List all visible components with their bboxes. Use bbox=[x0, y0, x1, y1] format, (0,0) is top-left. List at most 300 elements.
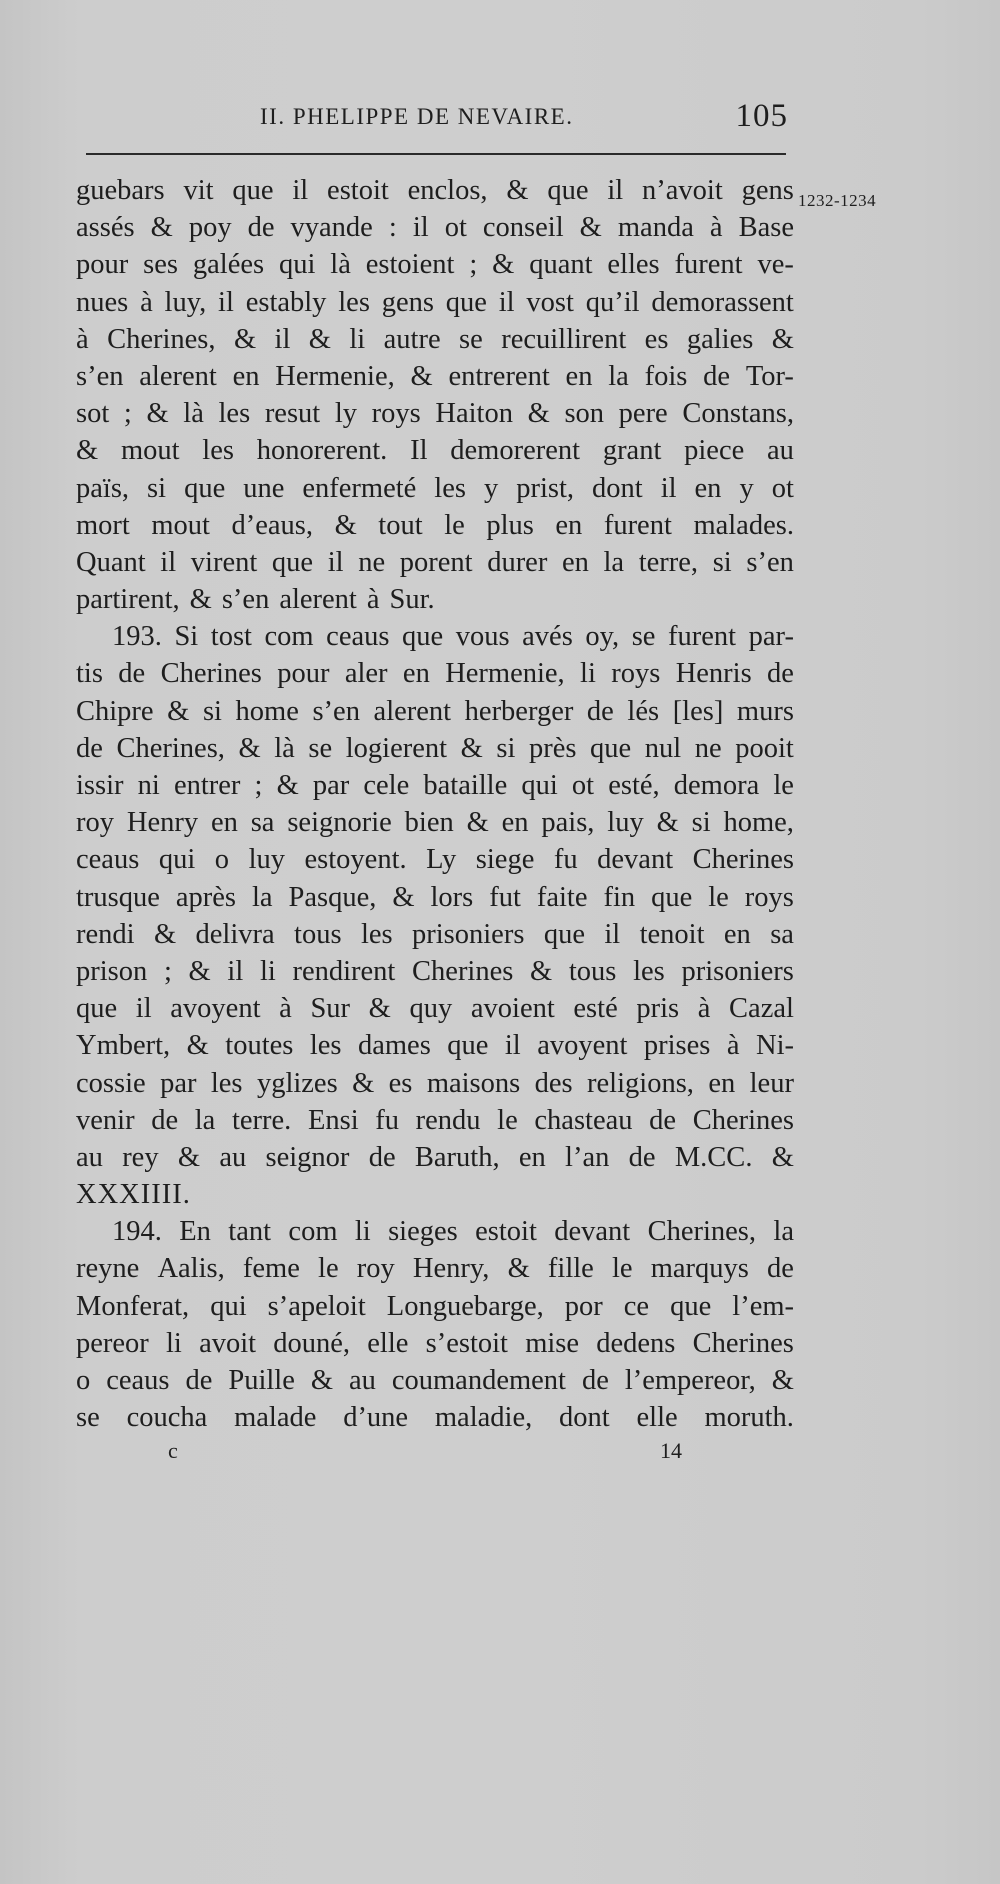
word: tost bbox=[210, 621, 252, 653]
running-title: II. PHELIPPE DE NEVAIRE. bbox=[260, 104, 574, 129]
word: la bbox=[251, 881, 273, 913]
word: ce bbox=[623, 1290, 650, 1322]
word: avoient bbox=[470, 993, 555, 1025]
word: roy bbox=[356, 1253, 395, 1285]
word: le bbox=[318, 1253, 339, 1285]
word: & bbox=[771, 1141, 794, 1173]
word: se bbox=[459, 323, 483, 355]
word: prisoniers bbox=[412, 918, 525, 950]
word: bien bbox=[404, 807, 454, 839]
word: Ensi bbox=[307, 1104, 359, 1136]
paragraph-193-start bbox=[76, 621, 794, 658]
word: de bbox=[649, 1104, 677, 1136]
word: la bbox=[608, 360, 629, 392]
word: & bbox=[308, 323, 331, 355]
word: enclos, bbox=[407, 175, 488, 206]
word: & bbox=[276, 770, 299, 801]
word: & bbox=[771, 1365, 794, 1396]
word: grant bbox=[602, 435, 662, 467]
word: & bbox=[466, 807, 489, 839]
word: s’en bbox=[746, 546, 794, 578]
word: tout bbox=[378, 509, 423, 541]
word: o bbox=[76, 1365, 91, 1396]
word: Cherines bbox=[692, 1104, 794, 1136]
word: il bbox=[412, 212, 429, 244]
word: le bbox=[773, 770, 794, 801]
word: Ymbert, bbox=[76, 1030, 171, 1062]
word: s’apeloit bbox=[267, 1290, 366, 1322]
text-line bbox=[76, 361, 794, 398]
word: li bbox=[354, 1216, 371, 1248]
word: pereor bbox=[76, 1327, 149, 1359]
word: pour bbox=[76, 249, 129, 281]
word: ot bbox=[444, 212, 467, 244]
word: il bbox=[292, 175, 309, 206]
word: il bbox=[498, 286, 515, 318]
signature-mark: c bbox=[168, 1438, 178, 1463]
word: & bbox=[368, 993, 391, 1025]
word: & bbox=[352, 1067, 375, 1099]
running-head bbox=[78, 98, 788, 138]
word: marquys bbox=[650, 1253, 749, 1285]
word: qui bbox=[278, 249, 316, 281]
word: sa bbox=[250, 807, 275, 839]
word: & bbox=[233, 323, 257, 355]
word: il bbox=[274, 323, 291, 355]
word: elle bbox=[636, 1402, 678, 1434]
word: malade bbox=[234, 1402, 317, 1434]
word: issir bbox=[76, 770, 124, 801]
word: que bbox=[543, 918, 585, 950]
word: autre bbox=[383, 323, 441, 355]
word: qui bbox=[521, 770, 558, 801]
word: ve- bbox=[757, 249, 794, 281]
word: de bbox=[76, 732, 103, 764]
word: de bbox=[628, 1141, 656, 1173]
text-line bbox=[76, 844, 794, 881]
word: au bbox=[76, 1141, 103, 1173]
word: luy bbox=[607, 807, 644, 839]
word: furent bbox=[603, 509, 672, 541]
word: l’em- bbox=[732, 1290, 794, 1322]
word: durer bbox=[487, 546, 548, 578]
word: piece bbox=[684, 435, 745, 467]
word: en bbox=[518, 1141, 546, 1173]
word: mise bbox=[525, 1327, 580, 1359]
word: de bbox=[151, 1104, 179, 1136]
word: plus bbox=[486, 509, 534, 541]
word: quant bbox=[529, 249, 593, 281]
word: siege bbox=[475, 844, 535, 876]
word: que bbox=[184, 472, 226, 504]
text-line bbox=[76, 1142, 794, 1179]
word: les bbox=[210, 1067, 243, 1099]
word: qui bbox=[158, 844, 196, 876]
word: oy, bbox=[585, 621, 620, 653]
word: Puille bbox=[228, 1365, 295, 1396]
word: en bbox=[555, 509, 583, 541]
word: leur bbox=[749, 1067, 794, 1099]
word: Cazal bbox=[729, 993, 794, 1025]
word: si bbox=[712, 546, 732, 578]
word: reyne bbox=[76, 1253, 140, 1285]
word: & bbox=[177, 1141, 201, 1173]
text-line bbox=[76, 249, 794, 286]
text-line bbox=[76, 919, 794, 956]
word: s’en bbox=[221, 584, 270, 616]
word: & bbox=[186, 1030, 209, 1062]
word: de bbox=[185, 1365, 213, 1396]
word: il bbox=[135, 993, 152, 1025]
word: que bbox=[402, 621, 444, 653]
word: [les] bbox=[672, 695, 724, 727]
word: par bbox=[312, 770, 350, 801]
word: recuillirent bbox=[501, 323, 627, 355]
word: faite bbox=[536, 881, 588, 913]
word: toutes bbox=[225, 1030, 294, 1062]
word: venir bbox=[76, 1104, 135, 1136]
word: alerent bbox=[373, 695, 452, 727]
word: il bbox=[218, 286, 234, 318]
margin-date-note: 1232-1234 bbox=[798, 191, 877, 210]
word: yglizes bbox=[256, 1067, 338, 1099]
word: là bbox=[274, 732, 295, 764]
word: resut bbox=[264, 398, 321, 430]
word: avoyent bbox=[170, 993, 261, 1025]
body-text bbox=[76, 175, 794, 1439]
word: Ly bbox=[426, 844, 457, 876]
word: en bbox=[694, 472, 722, 504]
word: par bbox=[160, 1067, 197, 1099]
word: estoyent. bbox=[304, 844, 407, 876]
word: Baruth, bbox=[414, 1141, 500, 1173]
word: Cherines bbox=[692, 1327, 794, 1359]
word: avoyent bbox=[537, 1030, 628, 1062]
text-line bbox=[76, 993, 794, 1030]
word: pais, bbox=[541, 807, 595, 839]
word: au bbox=[219, 1141, 247, 1173]
word: gens bbox=[381, 286, 434, 318]
word: y bbox=[739, 472, 754, 504]
word: com bbox=[288, 1216, 338, 1248]
word: Tor- bbox=[745, 360, 794, 392]
word: Henris bbox=[675, 658, 752, 690]
word: prist, bbox=[516, 472, 575, 504]
word: estably bbox=[245, 286, 327, 318]
word: ly bbox=[334, 398, 358, 430]
word: tis bbox=[76, 658, 103, 690]
word: les bbox=[309, 1030, 342, 1062]
word: ; bbox=[254, 770, 263, 801]
word: rey bbox=[122, 1141, 159, 1173]
word: virent bbox=[190, 546, 258, 578]
word: vit bbox=[183, 175, 214, 206]
word: il bbox=[227, 955, 244, 987]
word: des bbox=[534, 1067, 573, 1099]
word: mout bbox=[120, 435, 180, 467]
word: que bbox=[651, 881, 693, 913]
word: de bbox=[118, 658, 146, 690]
word: devant bbox=[597, 844, 674, 876]
word: en bbox=[210, 807, 238, 839]
word: à bbox=[366, 584, 380, 616]
word: seignorie bbox=[287, 807, 392, 839]
word: l’an bbox=[565, 1141, 610, 1173]
word: trusque bbox=[76, 881, 160, 913]
word: chasteau bbox=[534, 1104, 633, 1136]
text-line bbox=[76, 1365, 794, 1402]
word: & bbox=[189, 584, 212, 616]
word: se bbox=[76, 1402, 100, 1434]
word: galies bbox=[686, 323, 754, 355]
word: maladie, bbox=[434, 1402, 533, 1434]
text-line bbox=[76, 212, 794, 249]
word: son bbox=[564, 398, 605, 430]
word: en bbox=[232, 360, 260, 392]
word: lors bbox=[430, 881, 474, 913]
word: esté, bbox=[608, 770, 660, 801]
word: & bbox=[410, 360, 433, 392]
word: n’avoit bbox=[642, 175, 723, 206]
word: que bbox=[76, 993, 118, 1025]
word: terre, bbox=[638, 546, 699, 578]
word: Cherines, bbox=[107, 323, 216, 355]
word: coumandement bbox=[391, 1365, 566, 1396]
word: galées bbox=[192, 249, 265, 281]
word: conseil bbox=[482, 212, 564, 244]
word: Constans, bbox=[682, 398, 794, 430]
word: les bbox=[218, 398, 251, 430]
word: d’eaus, bbox=[231, 509, 314, 541]
word: tenoit bbox=[639, 918, 705, 950]
word: murs bbox=[736, 695, 794, 727]
word: moruth. bbox=[704, 1402, 794, 1434]
word: douné, bbox=[273, 1327, 351, 1359]
word: que bbox=[447, 1030, 489, 1062]
word: cossie bbox=[76, 1067, 146, 1099]
word: maisons bbox=[426, 1067, 521, 1099]
word: fu bbox=[375, 1104, 399, 1136]
word: fin bbox=[603, 881, 636, 913]
text-line bbox=[76, 1291, 794, 1328]
word: que bbox=[232, 175, 274, 206]
word: aler bbox=[344, 658, 388, 690]
word: religions, bbox=[587, 1067, 694, 1099]
word: dont bbox=[559, 1402, 610, 1434]
text-line bbox=[76, 770, 794, 807]
word: se bbox=[631, 621, 656, 653]
word: ; bbox=[469, 249, 478, 281]
word: dedens bbox=[596, 1327, 676, 1359]
word: les bbox=[360, 918, 393, 950]
word: le bbox=[611, 1253, 633, 1285]
word: à bbox=[279, 993, 292, 1025]
text-line bbox=[76, 1402, 794, 1439]
word: que bbox=[590, 732, 632, 764]
word: qu’il bbox=[585, 286, 640, 318]
word: en bbox=[708, 1067, 736, 1099]
word: por bbox=[564, 1290, 603, 1322]
word: vyande bbox=[290, 212, 373, 244]
word: Cherines, bbox=[116, 732, 225, 764]
word: ses bbox=[143, 249, 178, 281]
word: se bbox=[308, 732, 333, 764]
text-line bbox=[76, 658, 794, 695]
word: si bbox=[202, 695, 222, 727]
word: que bbox=[445, 286, 487, 318]
word: qui bbox=[210, 1290, 247, 1322]
word: fu bbox=[553, 844, 578, 876]
word: ni bbox=[137, 770, 160, 801]
word: com bbox=[264, 621, 314, 653]
word: malades. bbox=[693, 509, 794, 541]
word: home bbox=[235, 695, 299, 727]
word: dames bbox=[357, 1030, 431, 1062]
word: mort bbox=[76, 509, 130, 541]
text-line bbox=[76, 733, 794, 770]
word: avoit bbox=[199, 1327, 257, 1359]
word: que bbox=[271, 546, 314, 578]
word: en bbox=[501, 807, 529, 839]
word: à bbox=[697, 993, 711, 1025]
word: assés bbox=[76, 212, 135, 244]
word: il bbox=[160, 546, 177, 578]
word: Hermenie, bbox=[275, 360, 395, 392]
word: si bbox=[691, 807, 711, 839]
text-line bbox=[76, 175, 794, 212]
word: de bbox=[767, 1253, 794, 1285]
word: il bbox=[607, 175, 624, 206]
word: Longuebarge, bbox=[386, 1290, 544, 1322]
word: rendirent bbox=[292, 955, 396, 987]
word: s’en bbox=[312, 695, 360, 727]
word: Sur. bbox=[389, 584, 435, 616]
word: lés bbox=[627, 695, 660, 727]
word: Si bbox=[174, 621, 199, 653]
word: de bbox=[247, 212, 275, 244]
word: les bbox=[633, 955, 665, 987]
word: 193. bbox=[112, 621, 162, 653]
word: Henry bbox=[126, 807, 199, 839]
word: manda bbox=[617, 212, 694, 244]
word: il bbox=[604, 918, 621, 950]
word: que bbox=[547, 175, 589, 206]
word: demorassent bbox=[651, 286, 794, 318]
word: li bbox=[166, 1327, 182, 1359]
word: bataille bbox=[423, 770, 508, 801]
word: Chipre bbox=[76, 695, 154, 727]
word: s’estoit bbox=[425, 1327, 508, 1359]
word: fois bbox=[644, 360, 688, 392]
word: que bbox=[670, 1290, 712, 1322]
word: pris bbox=[636, 993, 680, 1025]
text-line bbox=[76, 807, 794, 844]
word: près bbox=[528, 732, 577, 764]
word: de bbox=[767, 658, 794, 690]
word: ceaus bbox=[106, 1365, 170, 1396]
text-line bbox=[76, 956, 794, 993]
word: herberger bbox=[464, 695, 574, 727]
text-line bbox=[76, 435, 794, 472]
word: gens bbox=[741, 175, 794, 206]
word: : bbox=[388, 212, 397, 244]
word: la bbox=[773, 1216, 794, 1248]
word: si bbox=[147, 472, 167, 504]
word: & bbox=[579, 212, 602, 244]
word: tous bbox=[294, 918, 342, 950]
word: feme bbox=[242, 1253, 300, 1285]
word: entrer bbox=[173, 770, 241, 801]
word: Aalis, bbox=[157, 1253, 225, 1285]
word: seignor bbox=[265, 1141, 350, 1173]
word: Base bbox=[738, 212, 794, 244]
word: furent bbox=[668, 621, 737, 653]
header-rule bbox=[86, 153, 786, 155]
word: en bbox=[565, 360, 593, 392]
word: li bbox=[349, 323, 366, 355]
word: de bbox=[581, 1365, 609, 1396]
text-line bbox=[76, 510, 794, 547]
word: pooit bbox=[735, 732, 794, 764]
word: & bbox=[507, 1253, 530, 1285]
word: une bbox=[243, 472, 285, 504]
word: ne bbox=[694, 732, 722, 764]
word: pere bbox=[618, 398, 668, 430]
word: ceaus bbox=[326, 621, 390, 653]
text-line bbox=[76, 1030, 794, 1067]
word: en bbox=[561, 546, 589, 578]
word: luy bbox=[248, 844, 285, 876]
word: roys bbox=[371, 398, 421, 430]
text-line bbox=[76, 584, 794, 621]
text-line bbox=[76, 324, 794, 361]
word: au bbox=[348, 1365, 376, 1396]
word: il bbox=[660, 472, 677, 504]
word: Cherines bbox=[692, 844, 794, 876]
word: En bbox=[179, 1216, 211, 1248]
text-line bbox=[76, 1328, 794, 1365]
word: Pasque, bbox=[288, 881, 377, 913]
word: les bbox=[202, 435, 234, 467]
word: rendi bbox=[76, 918, 135, 950]
word: en bbox=[723, 918, 751, 950]
word: il bbox=[327, 546, 344, 578]
word: là bbox=[183, 398, 204, 430]
word: o bbox=[214, 844, 230, 876]
word: honorerent. bbox=[256, 435, 388, 467]
word: roys bbox=[744, 881, 794, 913]
word: cele bbox=[363, 770, 410, 801]
word: dont bbox=[592, 472, 643, 504]
word: Monferat, bbox=[76, 1290, 190, 1322]
word: devant bbox=[554, 1216, 631, 1248]
word: & bbox=[334, 509, 357, 541]
word: vous bbox=[455, 621, 510, 653]
word: Haiton bbox=[435, 398, 513, 430]
word: terre. bbox=[231, 1104, 292, 1136]
text-line bbox=[76, 1105, 794, 1142]
word: luy, bbox=[164, 286, 207, 318]
word: home, bbox=[723, 807, 794, 839]
word: là bbox=[330, 249, 351, 281]
word: partirent, bbox=[76, 584, 180, 616]
word: à bbox=[76, 323, 89, 355]
word: alerent bbox=[139, 360, 217, 392]
word: avés bbox=[522, 621, 573, 653]
word: estoient bbox=[365, 249, 455, 281]
word: par- bbox=[748, 621, 794, 653]
word: logierent bbox=[345, 732, 448, 764]
